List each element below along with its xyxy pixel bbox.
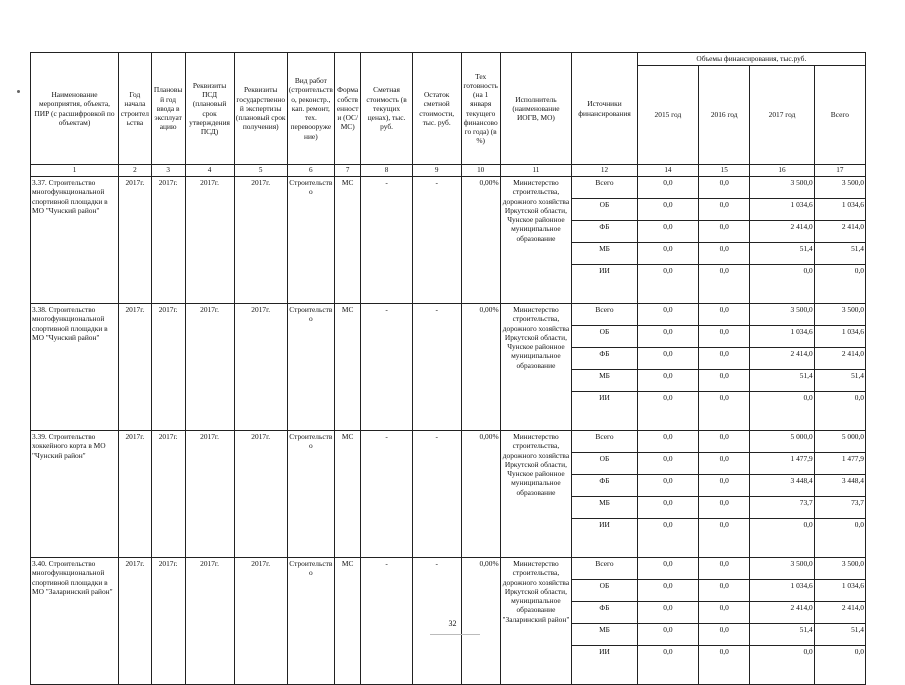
- funding-source: ФБ: [572, 602, 637, 624]
- funding-y2015: 0,0: [637, 221, 698, 243]
- col-header-start-year: Год начала строительства: [119, 53, 152, 165]
- funding-y2015: 0,0: [637, 519, 698, 558]
- funding-y2017: 51,4: [750, 243, 814, 265]
- ownership-form: МС: [334, 558, 361, 685]
- funding-y2015: 0,0: [637, 646, 698, 685]
- funding-y2017: 73,7: [750, 497, 814, 519]
- column-number: 7: [334, 165, 361, 177]
- readiness-percent: 0,00%: [461, 558, 500, 685]
- psd-date: 2017г.: [185, 558, 234, 685]
- item-name: 3.38. Строительство многофункциональной спортивной площадки в МО "Чунский район": [31, 304, 119, 431]
- financing-table: [30, 52, 866, 685]
- col-header-total: Всего: [814, 66, 865, 165]
- remaining-cost: -: [412, 558, 461, 685]
- executor: Министерство строительства, дорожного хозяйства Иркутской области, муниципальное образование "Заларинский район": [500, 558, 572, 685]
- col-header-remaining: Остаток сметной стоимости, тыс. руб.: [412, 53, 461, 165]
- funding-source: ФБ: [572, 475, 637, 497]
- column-number: 12: [572, 165, 637, 177]
- column-number: 10: [461, 165, 500, 177]
- column-number: 11: [500, 165, 572, 177]
- funding-y2016: 0,0: [699, 392, 750, 431]
- col-header-funding-group: Объемы финансирования, тыс.руб.: [637, 53, 865, 66]
- funding-source: ИИ: [572, 519, 637, 558]
- funding-y2016: 0,0: [699, 497, 750, 519]
- funding-y2015: 0,0: [637, 392, 698, 431]
- funding-source: ИИ: [572, 646, 637, 685]
- funding-y2017: 1 034,6: [750, 199, 814, 221]
- start-year: 2017г.: [119, 558, 152, 685]
- item-name: 3.37. Строительство многофункциональной спортивной площадки в МО "Чунский район": [31, 177, 119, 304]
- item-name: 3.39. Строительство хоккейного корта в МО "Чунский район": [31, 431, 119, 558]
- funding-y2015: 0,0: [637, 624, 698, 646]
- commission-year: 2017г.: [151, 431, 185, 558]
- funding-y2016: 0,0: [699, 326, 750, 348]
- column-number: 9: [412, 165, 461, 177]
- column-number: 5: [234, 165, 287, 177]
- funding-y2015: 0,0: [637, 453, 698, 475]
- readiness-percent: 0,00%: [461, 431, 500, 558]
- funding-y2015: 0,0: [637, 497, 698, 519]
- col-header-psd: Реквизиты ПСД (плановый срок утверждения ПСД): [185, 53, 234, 165]
- col-header-expertise: Реквизиты государственной экспертизы (плановый срок получения): [234, 53, 287, 165]
- col-header-sources: Источники финансирования: [572, 53, 637, 165]
- executor: Министерство строительства, дорожного хозяйства Иркутской области, Чунское районное муниципальное образование: [500, 177, 572, 304]
- funding-y2017: 3 500,0: [750, 177, 814, 199]
- work-type: Строительство: [287, 558, 334, 685]
- funding-y2015: 0,0: [637, 177, 698, 199]
- funding-source: ИИ: [572, 265, 637, 304]
- funding-y2016: 0,0: [699, 453, 750, 475]
- funding-y2016: 0,0: [699, 177, 750, 199]
- funding-y2017: 0,0: [750, 519, 814, 558]
- funding-y2017: 2 414,0: [750, 221, 814, 243]
- funding-y2015: 0,0: [637, 348, 698, 370]
- expertise-date: 2017г.: [234, 431, 287, 558]
- funding-total: 2 414,0: [814, 348, 865, 370]
- funding-source: МБ: [572, 624, 637, 646]
- funding-source: МБ: [572, 370, 637, 392]
- funding-total: 3 448,4: [814, 475, 865, 497]
- funding-source: МБ: [572, 243, 637, 265]
- expertise-date: 2017г.: [234, 558, 287, 685]
- funding-total: 51,4: [814, 624, 865, 646]
- estimate-cost: -: [361, 431, 412, 558]
- funding-total: 1 477,9: [814, 453, 865, 475]
- readiness-percent: 0,00%: [461, 177, 500, 304]
- table-row: [31, 431, 866, 453]
- funding-y2016: 0,0: [699, 646, 750, 685]
- funding-y2016: 0,0: [699, 243, 750, 265]
- work-type: Строительство: [287, 177, 334, 304]
- remaining-cost: -: [412, 304, 461, 431]
- funding-source: ОБ: [572, 326, 637, 348]
- ownership-form: МС: [334, 431, 361, 558]
- funding-y2017: 3 448,4: [750, 475, 814, 497]
- funding-y2016: 0,0: [699, 199, 750, 221]
- column-number: 17: [814, 165, 865, 177]
- col-header-readiness: Тех готовность (на 1 января текущего финансового года) (в %): [461, 53, 500, 165]
- remaining-cost: -: [412, 431, 461, 558]
- funding-y2017: 0,0: [750, 392, 814, 431]
- funding-total: 0,0: [814, 646, 865, 685]
- col-header-ownership: Форма собственности (ОС/МС): [334, 53, 361, 165]
- funding-source: ФБ: [572, 348, 637, 370]
- footer-line: [430, 634, 480, 635]
- funding-total: 2 414,0: [814, 602, 865, 624]
- column-number: 1: [31, 165, 119, 177]
- work-type: Строительство: [287, 431, 334, 558]
- start-year: 2017г.: [119, 304, 152, 431]
- funding-y2017: 1 034,6: [750, 326, 814, 348]
- funding-y2015: 0,0: [637, 558, 698, 580]
- funding-total: 73,7: [814, 497, 865, 519]
- binder-hole-mark: [17, 90, 20, 93]
- funding-total: 0,0: [814, 519, 865, 558]
- funding-total: 3 500,0: [814, 177, 865, 199]
- estimate-cost: -: [361, 558, 412, 685]
- funding-y2015: 0,0: [637, 243, 698, 265]
- col-header-executor: Исполнитель (наименование ИОГВ, МО): [500, 53, 572, 165]
- funding-y2016: 0,0: [699, 580, 750, 602]
- commission-year: 2017г.: [151, 177, 185, 304]
- funding-y2015: 0,0: [637, 475, 698, 497]
- funding-y2016: 0,0: [699, 624, 750, 646]
- funding-y2016: 0,0: [699, 348, 750, 370]
- funding-total: 0,0: [814, 392, 865, 431]
- funding-total: 2 414,0: [814, 221, 865, 243]
- funding-total: 1 034,6: [814, 199, 865, 221]
- funding-y2017: 0,0: [750, 265, 814, 304]
- table-row: [31, 558, 866, 580]
- funding-y2016: 0,0: [699, 475, 750, 497]
- funding-y2017: 3 500,0: [750, 304, 814, 326]
- column-number: 16: [750, 165, 814, 177]
- funding-total: 51,4: [814, 370, 865, 392]
- commission-year: 2017г.: [151, 558, 185, 685]
- funding-y2017: 1 477,9: [750, 453, 814, 475]
- funding-y2016: 0,0: [699, 431, 750, 453]
- expertise-date: 2017г.: [234, 304, 287, 431]
- funding-y2017: 51,4: [750, 370, 814, 392]
- funding-y2017: 2 414,0: [750, 602, 814, 624]
- funding-y2016: 0,0: [699, 602, 750, 624]
- column-number: 2: [119, 165, 152, 177]
- col-header-commission-year: Плановый год ввода в эксплуатацию: [151, 53, 185, 165]
- funding-source: ФБ: [572, 221, 637, 243]
- funding-source: Всего: [572, 431, 637, 453]
- table-row: [31, 177, 866, 199]
- funding-y2015: 0,0: [637, 326, 698, 348]
- table-row: [31, 304, 866, 326]
- funding-y2016: 0,0: [699, 519, 750, 558]
- funding-total: 3 500,0: [814, 304, 865, 326]
- readiness-percent: 0,00%: [461, 304, 500, 431]
- col-header-2015: 2015 год: [637, 66, 698, 165]
- funding-y2016: 0,0: [699, 265, 750, 304]
- funding-y2016: 0,0: [699, 370, 750, 392]
- funding-y2015: 0,0: [637, 199, 698, 221]
- funding-source: Всего: [572, 558, 637, 580]
- funding-y2017: 51,4: [750, 624, 814, 646]
- funding-y2016: 0,0: [699, 304, 750, 326]
- col-header-2017: 2017 год: [750, 66, 814, 165]
- psd-date: 2017г.: [185, 177, 234, 304]
- funding-y2015: 0,0: [637, 580, 698, 602]
- ownership-form: МС: [334, 304, 361, 431]
- table-body: [31, 177, 866, 685]
- funding-source: ОБ: [572, 453, 637, 475]
- commission-year: 2017г.: [151, 304, 185, 431]
- column-number: 14: [637, 165, 698, 177]
- funding-source: Всего: [572, 177, 637, 199]
- column-number: 15: [699, 165, 750, 177]
- column-number: 4: [185, 165, 234, 177]
- expertise-date: 2017г.: [234, 177, 287, 304]
- work-type: Строительство: [287, 304, 334, 431]
- column-number: 8: [361, 165, 412, 177]
- col-header-estimate: Сметная стоимость (в текущих ценах), тыс. руб.: [361, 53, 412, 165]
- estimate-cost: -: [361, 304, 412, 431]
- funding-total: 0,0: [814, 265, 865, 304]
- page-number: 32: [448, 619, 457, 628]
- column-number: 3: [151, 165, 185, 177]
- col-header-name: Наименование мероприятия, объекта, ПИР (с расшифровкой по объектам): [31, 53, 119, 165]
- funding-source: ОБ: [572, 580, 637, 602]
- funding-source: ИИ: [572, 392, 637, 431]
- funding-y2015: 0,0: [637, 304, 698, 326]
- funding-total: 1 034,6: [814, 326, 865, 348]
- funding-y2016: 0,0: [699, 558, 750, 580]
- col-header-work-type: Вид работ (строительство, реконстр., кап. ремонт, тех. перевооружение): [287, 53, 334, 165]
- funding-y2017: 2 414,0: [750, 348, 814, 370]
- funding-y2016: 0,0: [699, 221, 750, 243]
- funding-y2017: 1 034,6: [750, 580, 814, 602]
- remaining-cost: -: [412, 177, 461, 304]
- executor: Министерство строительства, дорожного хозяйства Иркутской области, Чунское районное муниципальное образование: [500, 431, 572, 558]
- funding-y2017: 0,0: [750, 646, 814, 685]
- funding-y2017: 3 500,0: [750, 558, 814, 580]
- funding-total: 5 000,0: [814, 431, 865, 453]
- psd-date: 2017г.: [185, 304, 234, 431]
- estimate-cost: -: [361, 177, 412, 304]
- funding-total: 1 034,6: [814, 580, 865, 602]
- executor: Министерство строительства, дорожного хозяйства Иркутской области, Чунское районное муниципальное образование: [500, 304, 572, 431]
- funding-source: Всего: [572, 304, 637, 326]
- funding-y2017: 5 000,0: [750, 431, 814, 453]
- item-name: 3.40. Строительство многофункциональной спортивной площадки в МО "Заларинский район": [31, 558, 119, 685]
- funding-total: 51,4: [814, 243, 865, 265]
- ownership-form: МС: [334, 177, 361, 304]
- funding-y2015: 0,0: [637, 431, 698, 453]
- header-group-row: [31, 53, 866, 66]
- start-year: 2017г.: [119, 431, 152, 558]
- column-number: 6: [287, 165, 334, 177]
- funding-source: МБ: [572, 497, 637, 519]
- psd-date: 2017г.: [185, 431, 234, 558]
- funding-source: ОБ: [572, 199, 637, 221]
- start-year: 2017г.: [119, 177, 152, 304]
- col-header-2016: 2016 год: [699, 66, 750, 165]
- funding-y2015: 0,0: [637, 370, 698, 392]
- column-number-row: [31, 165, 866, 177]
- funding-total: 3 500,0: [814, 558, 865, 580]
- funding-y2015: 0,0: [637, 265, 698, 304]
- funding-y2015: 0,0: [637, 602, 698, 624]
